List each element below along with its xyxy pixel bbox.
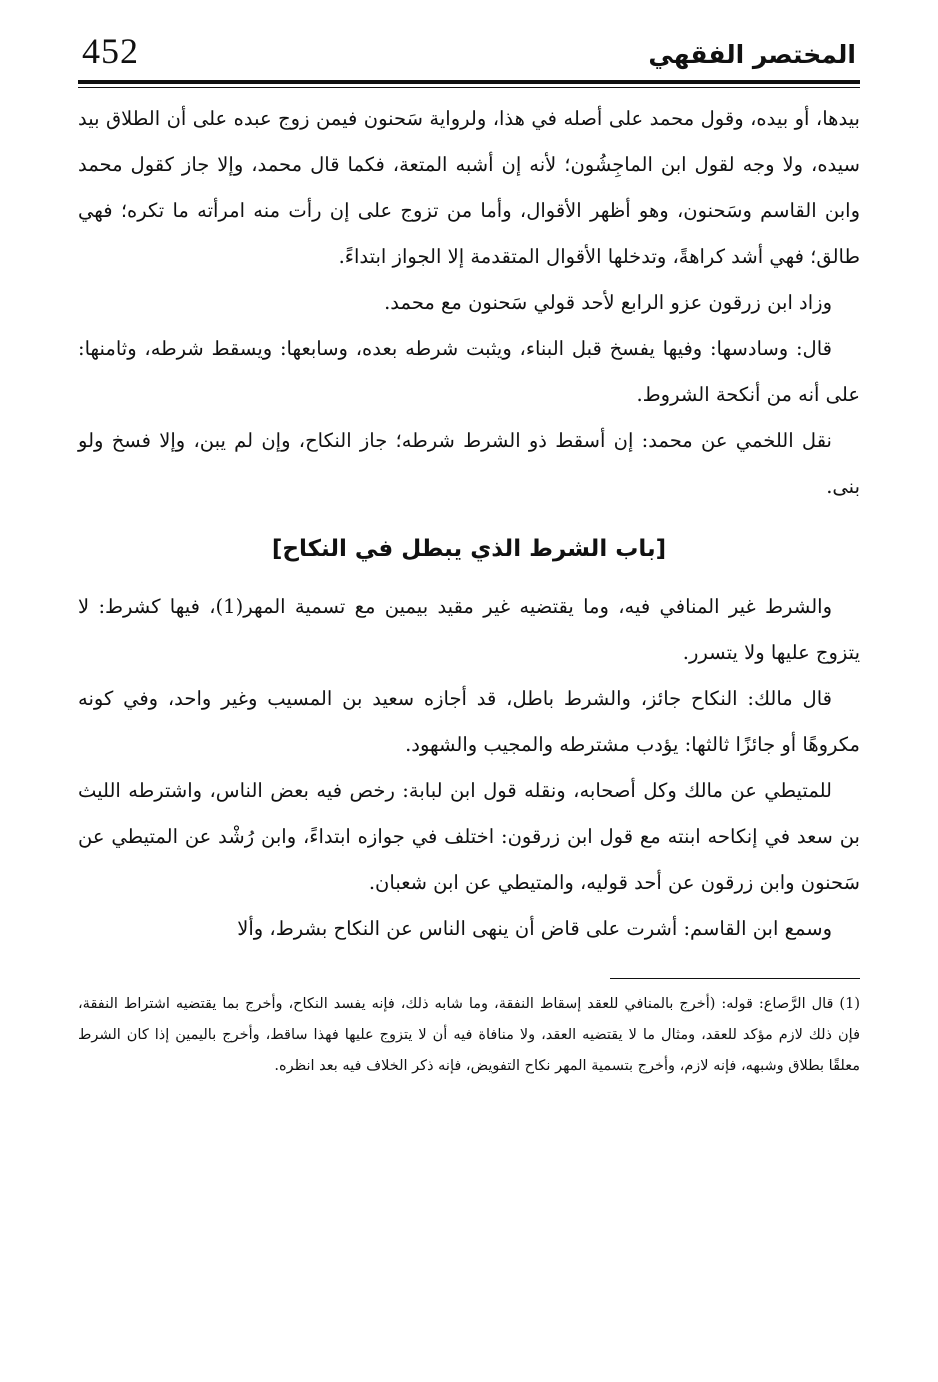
page-header bbox=[78, 28, 860, 90]
section-title: [باب الشرط الذي يبطل في النكاح] bbox=[271, 536, 667, 562]
paragraph: للمتيطي عن مالك وكل أصحابه، ونقله قول ابن لبابة: رخص فيه بعض الناس، واشترطه الليث بن سعد في إنكاحه ابنته مع قول ابن زرقون: اختلف في جوازه ابتداءً، وابن رُشْد عن المتيطي عن سَحنون وابن زرقون عن أحد قوليه، والمتيطي عن ابن شعبان. bbox=[78, 779, 860, 894]
page-number: 452 bbox=[82, 31, 139, 71]
footnote bbox=[78, 989, 860, 1082]
paragraph: بيدها، أو بيده، وقول محمد على أصله في هذا، ولرواية سَحنون فيمن زوج عبده على أن الطلاق بيد سيده، ولا وجه لقول ابن الماجِشُون؛ لأنه إن أشبه المتعة، فكما قال محمد، وإلا جاز كقول محمد وابن القاسم وسَحنون، وهو أظهر الأقوال، وأما من تزوج على إن رأت منه امرأته ما تكره؛ فهي طالق؛ فهي أشد كراهةً، وتدخلها الأقوال المتقدمة إلا الجواز ابتداءً. bbox=[78, 107, 860, 268]
paragraph: وزاد ابن زرقون عزو الرابع لأحد قولي سَحنون مع محمد. bbox=[384, 291, 832, 314]
header-rule-thin bbox=[78, 87, 860, 88]
running-title: المختصر الفقهي bbox=[648, 40, 856, 69]
main-text bbox=[78, 96, 860, 952]
footnote-text: (1) قال الرَّصاع: قوله: (أخرج بالمنافي للعقد إسقاط النفقة، وما شابه ذلك، فإنه يفسد النكاح، وأخرج بما يقتضيه اشتراط النفقة، فإن ذلك لازم مؤكد للعقد، ومثال ما لا يقتضيه العقد، ولا منافاة فيه أن لا يتزوج عليها فهذا ساقط، وأخرج باليمين إذا كان الشرط معلقًا بطلاق وشبهه، فإنه لازم، وأخرج بتسمية المهر نكاح التفويض، فإنه ذكر الخلاف فيه بعد انظره. bbox=[78, 996, 860, 1074]
paragraph: قال مالك: النكاح جائز، والشرط باطل، قد أجازه سعيد بن المسيب وغير واحد، وفي كونه مكروهًا أو جائزًا ثالثها: يؤدب مشترطه والمجيب والشهود. bbox=[78, 687, 860, 756]
book-page bbox=[78, 28, 860, 1358]
paragraph: قال: وسادسها: وفيها يفسخ قبل البناء، ويثبت شرطه بعده، وسابعها: ويسقط شرطه، وثامنها: على أنه من أنكحة الشروط. bbox=[78, 337, 860, 406]
paragraph: وسمع ابن القاسم: أشرت على قاض أن ينهى الناس عن النكاح بشرط، وألا bbox=[237, 917, 832, 940]
footnote-separator bbox=[610, 978, 860, 979]
paragraph: نقل اللخمي عن محمد: إن أسقط ذو الشرط شرطه؛ جاز النكاح، وإن لم يبن، وإلا فسخ ولو بنى. bbox=[78, 429, 860, 498]
header-rule-thick bbox=[78, 80, 860, 84]
paragraph: والشرط غير المنافي فيه، وما يقتضيه غير مقيد بيمين مع تسمية المهر(1)، فيها كشرط: لا يتزوج عليها ولا يتسرر. bbox=[78, 595, 860, 664]
